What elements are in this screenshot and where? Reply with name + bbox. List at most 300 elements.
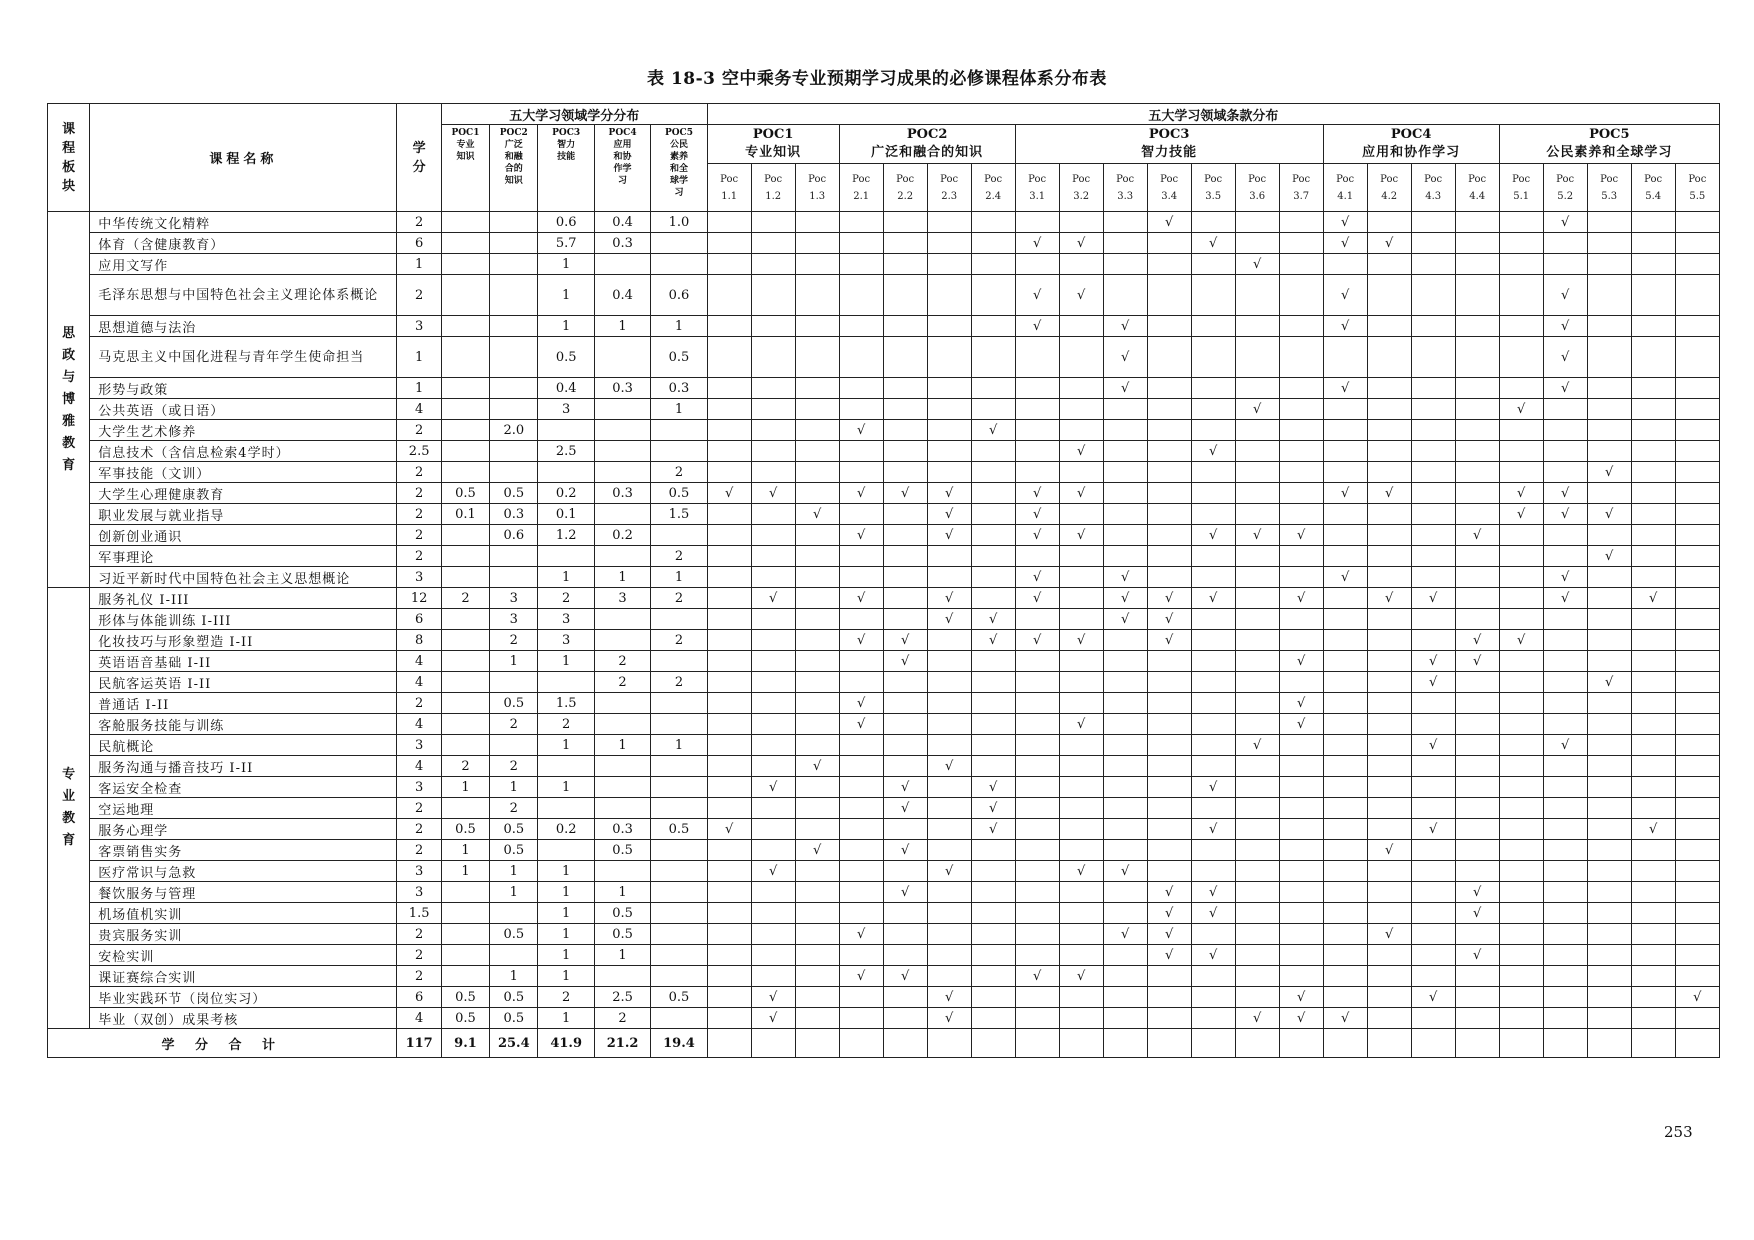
total-credit-poc3: 41.9 bbox=[538, 1029, 594, 1058]
poc-col-header: Poc 3.7 bbox=[1279, 164, 1323, 212]
poc-cell bbox=[1323, 987, 1367, 1008]
poc-cell bbox=[795, 546, 839, 567]
poc-cell bbox=[1455, 861, 1499, 882]
course-name: 客票销售实务 bbox=[90, 840, 397, 861]
poc-cell bbox=[839, 588, 883, 609]
poc-cell bbox=[751, 316, 795, 337]
credit-value-poc2: 2 bbox=[490, 756, 538, 777]
poc-cell bbox=[1015, 903, 1059, 924]
poc-cell bbox=[1191, 840, 1235, 861]
course-name: 服务心理学 bbox=[90, 819, 397, 840]
poc-cell bbox=[1411, 966, 1455, 987]
poc-cell bbox=[1587, 441, 1631, 462]
poc-cell bbox=[1587, 378, 1631, 399]
credit-value-poc5: 0.3 bbox=[651, 378, 707, 399]
table-row bbox=[48, 546, 1720, 567]
credit-value-poc3: 0.4 bbox=[538, 378, 594, 399]
poc-cell bbox=[1587, 1008, 1631, 1029]
poc-cell bbox=[1279, 903, 1323, 924]
poc-cell bbox=[1103, 1008, 1147, 1029]
poc-cell bbox=[1631, 1008, 1675, 1029]
poc-cell bbox=[1367, 798, 1411, 819]
credit-col-header-3: POC3 智力技能 bbox=[538, 125, 594, 212]
poc-cell bbox=[1543, 924, 1587, 945]
poc-cell bbox=[1411, 525, 1455, 546]
poc-cell bbox=[1103, 630, 1147, 651]
poc-cell bbox=[1543, 819, 1587, 840]
table-row bbox=[48, 275, 1720, 316]
check-mark: √ bbox=[1341, 214, 1350, 230]
poc-cell bbox=[1323, 337, 1367, 378]
poc-cell bbox=[1059, 924, 1103, 945]
poc-cell bbox=[1411, 483, 1455, 504]
poc-cell bbox=[1147, 525, 1191, 546]
poc-cell bbox=[1059, 504, 1103, 525]
poc-cell bbox=[1587, 483, 1631, 504]
poc-cell bbox=[795, 483, 839, 504]
credit-value-poc2 bbox=[490, 672, 538, 693]
check-mark: √ bbox=[1385, 590, 1394, 606]
credit-value-poc5: 1.0 bbox=[651, 212, 707, 233]
credit-value-poc4 bbox=[594, 399, 650, 420]
poc-cell bbox=[1323, 254, 1367, 275]
poc-cell bbox=[1147, 651, 1191, 672]
poc-cell bbox=[1499, 504, 1543, 525]
poc-cell bbox=[1015, 672, 1059, 693]
poc-cell bbox=[751, 714, 795, 735]
total-credit-poc1: 9.1 bbox=[441, 1029, 489, 1058]
check-mark: √ bbox=[1033, 632, 1042, 648]
check-mark: √ bbox=[1121, 863, 1130, 879]
poc-cell bbox=[839, 777, 883, 798]
poc-cell bbox=[751, 777, 795, 798]
poc-cell bbox=[1631, 212, 1675, 233]
poc-cell bbox=[1015, 504, 1059, 525]
poc-cell bbox=[1279, 1008, 1323, 1029]
poc-cell bbox=[751, 987, 795, 1008]
poc-cell bbox=[1323, 840, 1367, 861]
poc-cell bbox=[1015, 777, 1059, 798]
poc-cell bbox=[971, 903, 1015, 924]
check-mark: √ bbox=[1473, 905, 1482, 921]
poc-cell bbox=[1191, 525, 1235, 546]
credit-value-poc2: 2 bbox=[490, 714, 538, 735]
poc-cell bbox=[1191, 441, 1235, 462]
poc-cell bbox=[1103, 609, 1147, 630]
credit-value-poc3: 1 bbox=[538, 275, 594, 316]
course-name: 形势与政策 bbox=[90, 378, 397, 399]
poc-cell bbox=[1059, 420, 1103, 441]
course-credit: 12 bbox=[397, 588, 441, 609]
credit-value-poc3: 0.6 bbox=[538, 212, 594, 233]
poc-cell bbox=[1323, 399, 1367, 420]
poc-cell bbox=[1367, 756, 1411, 777]
poc-cell bbox=[1147, 882, 1191, 903]
credit-value-poc2 bbox=[490, 275, 538, 316]
poc-cell bbox=[1543, 1029, 1587, 1058]
poc-cell bbox=[1675, 504, 1719, 525]
poc-cell bbox=[1191, 567, 1235, 588]
poc-cell bbox=[1675, 672, 1719, 693]
poc-cell bbox=[1631, 672, 1675, 693]
poc-cell bbox=[1279, 316, 1323, 337]
credit-value-poc4: 0.5 bbox=[594, 840, 650, 861]
poc-cell bbox=[1191, 504, 1235, 525]
poc-cell bbox=[1499, 399, 1543, 420]
credit-value-poc3: 1 bbox=[538, 966, 594, 987]
check-mark: √ bbox=[1121, 926, 1130, 942]
credit-value-poc4: 0.3 bbox=[594, 483, 650, 504]
poc-cell bbox=[1675, 588, 1719, 609]
poc-cell bbox=[1059, 987, 1103, 1008]
poc-cell bbox=[1631, 504, 1675, 525]
poc-cell bbox=[1499, 275, 1543, 316]
credit-value-poc3: 2.5 bbox=[538, 441, 594, 462]
credit-value-poc1 bbox=[441, 609, 489, 630]
poc-cell bbox=[1015, 651, 1059, 672]
poc-cell bbox=[751, 567, 795, 588]
credit-value-poc2 bbox=[490, 378, 538, 399]
poc-cell bbox=[1543, 588, 1587, 609]
poc-cell bbox=[751, 945, 795, 966]
credit-value-poc2: 1 bbox=[490, 651, 538, 672]
poc-cell bbox=[707, 462, 751, 483]
poc-cell bbox=[883, 651, 927, 672]
poc-cell bbox=[1235, 1029, 1279, 1058]
poc-cell bbox=[927, 861, 971, 882]
poc-cell bbox=[839, 987, 883, 1008]
course-credit: 1 bbox=[397, 337, 441, 378]
poc-group-header-1: POC1 专业知识 bbox=[707, 125, 839, 164]
poc-cell bbox=[1059, 714, 1103, 735]
poc-cell bbox=[1279, 275, 1323, 316]
credit-value-poc1: 2 bbox=[441, 588, 489, 609]
check-mark: √ bbox=[1121, 611, 1130, 627]
table-row bbox=[48, 399, 1720, 420]
poc-cell bbox=[1323, 420, 1367, 441]
poc-cell bbox=[1367, 337, 1411, 378]
poc-cell bbox=[883, 735, 927, 756]
check-mark: √ bbox=[1033, 569, 1042, 585]
course-name: 毛泽东思想与中国特色社会主义理论体系概论 bbox=[90, 275, 397, 316]
poc-col-header: Poc 3.6 bbox=[1235, 164, 1279, 212]
poc-cell bbox=[1631, 840, 1675, 861]
poc-cell bbox=[1015, 378, 1059, 399]
credit-value-poc4: 0.3 bbox=[594, 233, 650, 254]
credit-value-poc1 bbox=[441, 966, 489, 987]
poc-cell bbox=[707, 567, 751, 588]
check-mark: √ bbox=[813, 842, 822, 858]
poc-cell bbox=[1235, 233, 1279, 254]
poc-cell bbox=[1499, 254, 1543, 275]
check-mark: √ bbox=[1077, 527, 1086, 543]
poc-cell bbox=[707, 1029, 751, 1058]
poc-col-header: Poc 2.1 bbox=[839, 164, 883, 212]
poc-cell bbox=[1455, 987, 1499, 1008]
course-credit: 4 bbox=[397, 756, 441, 777]
poc-cell bbox=[1191, 609, 1235, 630]
poc-cell bbox=[795, 378, 839, 399]
poc-cell bbox=[971, 420, 1015, 441]
credit-value-poc4: 3 bbox=[594, 588, 650, 609]
poc-cell bbox=[795, 233, 839, 254]
poc-cell bbox=[1323, 756, 1367, 777]
poc-cell bbox=[1587, 693, 1631, 714]
poc-cell bbox=[1015, 254, 1059, 275]
poc-cell bbox=[1235, 819, 1279, 840]
credit-value-poc5 bbox=[651, 756, 707, 777]
poc-cell bbox=[707, 441, 751, 462]
total-credit: 117 bbox=[397, 1029, 441, 1058]
credit-value-poc1 bbox=[441, 924, 489, 945]
poc-cell bbox=[1235, 672, 1279, 693]
poc-cell bbox=[883, 567, 927, 588]
poc-cell bbox=[707, 777, 751, 798]
poc-cell bbox=[1103, 735, 1147, 756]
credit-value-poc3 bbox=[538, 462, 594, 483]
poc-cell bbox=[1235, 903, 1279, 924]
poc-cell bbox=[1411, 378, 1455, 399]
poc-cell bbox=[707, 945, 751, 966]
poc-cell bbox=[1675, 609, 1719, 630]
poc-cell bbox=[1015, 1008, 1059, 1029]
poc-cell bbox=[1147, 316, 1191, 337]
poc-cell bbox=[1191, 546, 1235, 567]
poc-cell bbox=[883, 316, 927, 337]
course-name: 英语语音基础 I-II bbox=[90, 651, 397, 672]
poc-cell bbox=[1323, 819, 1367, 840]
poc-cell bbox=[1631, 588, 1675, 609]
table-row bbox=[48, 966, 1720, 987]
poc-cell bbox=[1059, 861, 1103, 882]
poc-cell bbox=[1059, 840, 1103, 861]
poc-cell bbox=[883, 588, 927, 609]
poc-cell bbox=[1015, 819, 1059, 840]
poc-cell bbox=[1411, 441, 1455, 462]
poc-cell bbox=[1499, 483, 1543, 504]
poc-cell bbox=[1015, 714, 1059, 735]
poc-cell bbox=[1147, 546, 1191, 567]
course-name: 民航概论 bbox=[90, 735, 397, 756]
segment-label: 思政与博雅教育 bbox=[48, 212, 90, 588]
total-row bbox=[48, 1029, 1720, 1058]
credit-value-poc4: 0.4 bbox=[594, 275, 650, 316]
poc-cell bbox=[1411, 254, 1455, 275]
poc-cell bbox=[883, 609, 927, 630]
poc-cell bbox=[927, 525, 971, 546]
poc-cell bbox=[1631, 1029, 1675, 1058]
credit-value-poc4 bbox=[594, 861, 650, 882]
poc-cell bbox=[883, 462, 927, 483]
poc-cell bbox=[1411, 777, 1455, 798]
poc-cell bbox=[707, 735, 751, 756]
poc-cell bbox=[1411, 861, 1455, 882]
poc-cell bbox=[1015, 693, 1059, 714]
poc-cell bbox=[751, 1029, 795, 1058]
credit-value-poc2: 0.5 bbox=[490, 987, 538, 1008]
credit-value-poc5 bbox=[651, 714, 707, 735]
poc-cell bbox=[1455, 777, 1499, 798]
credit-value-poc2: 0.5 bbox=[490, 693, 538, 714]
poc-col-header: Poc 4.2 bbox=[1367, 164, 1411, 212]
poc-cell bbox=[1587, 777, 1631, 798]
poc-cell bbox=[1411, 420, 1455, 441]
course-name: 信息技术（含信息检索4学时） bbox=[90, 441, 397, 462]
poc-cell bbox=[1059, 693, 1103, 714]
total-label: 学 分 合 计 bbox=[48, 1029, 397, 1058]
poc-cell bbox=[751, 337, 795, 378]
check-mark: √ bbox=[945, 527, 954, 543]
check-mark: √ bbox=[1429, 989, 1438, 1005]
poc-cell bbox=[1235, 630, 1279, 651]
check-mark: √ bbox=[857, 485, 866, 501]
poc-cell bbox=[1279, 483, 1323, 504]
check-mark: √ bbox=[989, 821, 998, 837]
poc-cell bbox=[1103, 420, 1147, 441]
credit-value-poc1 bbox=[441, 735, 489, 756]
poc-cell bbox=[1499, 840, 1543, 861]
poc-cell bbox=[1455, 546, 1499, 567]
poc-cell bbox=[1543, 1008, 1587, 1029]
poc-cell bbox=[1411, 588, 1455, 609]
poc-cell bbox=[1147, 567, 1191, 588]
poc-cell bbox=[1059, 630, 1103, 651]
poc-cell bbox=[751, 525, 795, 546]
clause-distribution-header: 五大学习领域条款分布 bbox=[707, 104, 1719, 125]
credit-value-poc4: 0.2 bbox=[594, 525, 650, 546]
poc-cell bbox=[1675, 483, 1719, 504]
check-mark: √ bbox=[1429, 737, 1438, 753]
table-row bbox=[48, 693, 1720, 714]
poc-cell bbox=[1191, 420, 1235, 441]
poc-cell bbox=[1147, 462, 1191, 483]
poc-cell bbox=[839, 567, 883, 588]
poc-cell bbox=[927, 588, 971, 609]
poc-cell bbox=[1235, 337, 1279, 378]
poc-cell bbox=[1059, 777, 1103, 798]
poc-cell bbox=[1059, 254, 1103, 275]
poc-cell bbox=[1675, 546, 1719, 567]
poc-cell bbox=[795, 399, 839, 420]
check-mark: √ bbox=[1341, 318, 1350, 334]
credit-value-poc4: 2 bbox=[594, 651, 650, 672]
credit-value-poc2: 2 bbox=[490, 798, 538, 819]
poc-cell bbox=[883, 672, 927, 693]
poc-cell bbox=[1587, 546, 1631, 567]
poc-cell bbox=[1367, 1029, 1411, 1058]
course-name: 习近平新时代中国特色社会主义思想概论 bbox=[90, 567, 397, 588]
check-mark: √ bbox=[1385, 485, 1394, 501]
poc-cell bbox=[1323, 212, 1367, 233]
credit-value-poc5 bbox=[651, 840, 707, 861]
course-credit: 6 bbox=[397, 609, 441, 630]
poc-cell bbox=[1367, 882, 1411, 903]
poc-cell bbox=[1103, 483, 1147, 504]
check-mark: √ bbox=[1297, 527, 1306, 543]
poc-cell bbox=[1499, 420, 1543, 441]
poc-cell bbox=[1103, 378, 1147, 399]
poc-cell bbox=[839, 1008, 883, 1029]
poc-cell bbox=[1367, 504, 1411, 525]
poc-cell bbox=[1499, 1008, 1543, 1029]
poc-cell bbox=[707, 924, 751, 945]
poc-cell bbox=[1015, 337, 1059, 378]
poc-cell bbox=[1587, 567, 1631, 588]
poc-cell bbox=[707, 378, 751, 399]
credit-value-poc1: 2 bbox=[441, 756, 489, 777]
poc-cell bbox=[927, 798, 971, 819]
poc-cell bbox=[1147, 483, 1191, 504]
poc-cell bbox=[971, 819, 1015, 840]
poc-cell bbox=[1367, 399, 1411, 420]
poc-cell bbox=[707, 651, 751, 672]
poc-cell bbox=[1543, 966, 1587, 987]
credit-value-poc5: 0.5 bbox=[651, 987, 707, 1008]
poc-cell bbox=[971, 777, 1015, 798]
poc-cell bbox=[1587, 254, 1631, 275]
poc-cell bbox=[1543, 714, 1587, 735]
poc-cell bbox=[1411, 672, 1455, 693]
poc-cell bbox=[927, 212, 971, 233]
poc-cell bbox=[1235, 651, 1279, 672]
poc-cell bbox=[1147, 924, 1191, 945]
check-mark: √ bbox=[945, 863, 954, 879]
check-mark: √ bbox=[1165, 590, 1174, 606]
poc-cell bbox=[927, 567, 971, 588]
credit-value-poc2: 1 bbox=[490, 882, 538, 903]
credit-value-poc1 bbox=[441, 316, 489, 337]
poc-cell bbox=[1455, 630, 1499, 651]
poc-cell bbox=[1411, 756, 1455, 777]
check-mark: √ bbox=[1385, 235, 1394, 251]
poc-cell bbox=[1059, 735, 1103, 756]
check-mark: √ bbox=[1429, 590, 1438, 606]
poc-cell bbox=[1499, 924, 1543, 945]
poc-cell bbox=[1059, 462, 1103, 483]
check-mark: √ bbox=[1209, 821, 1218, 837]
check-mark: √ bbox=[1165, 611, 1174, 627]
poc-cell bbox=[1323, 735, 1367, 756]
check-mark: √ bbox=[1253, 256, 1262, 272]
poc-col-header: Poc 2.4 bbox=[971, 164, 1015, 212]
poc-cell bbox=[1455, 966, 1499, 987]
poc-cell bbox=[971, 861, 1015, 882]
poc-cell bbox=[1147, 861, 1191, 882]
course-credit: 2 bbox=[397, 945, 441, 966]
check-mark: √ bbox=[945, 506, 954, 522]
poc-cell bbox=[1587, 525, 1631, 546]
poc-cell bbox=[1631, 798, 1675, 819]
course-credit: 4 bbox=[397, 1008, 441, 1029]
poc-cell bbox=[927, 924, 971, 945]
table-row bbox=[48, 630, 1720, 651]
poc-cell bbox=[1103, 714, 1147, 735]
poc-cell bbox=[1675, 630, 1719, 651]
poc-cell bbox=[1279, 819, 1323, 840]
course-credit: 2 bbox=[397, 462, 441, 483]
poc-cell bbox=[1103, 882, 1147, 903]
poc-cell bbox=[1675, 212, 1719, 233]
credit-value-poc1: 0.5 bbox=[441, 1008, 489, 1029]
poc-cell bbox=[1103, 966, 1147, 987]
poc-cell bbox=[1103, 504, 1147, 525]
credit-value-poc4 bbox=[594, 756, 650, 777]
table-row bbox=[48, 798, 1720, 819]
poc-cell bbox=[839, 378, 883, 399]
poc-cell bbox=[1631, 525, 1675, 546]
credit-value-poc3 bbox=[538, 672, 594, 693]
check-mark: √ bbox=[857, 422, 866, 438]
